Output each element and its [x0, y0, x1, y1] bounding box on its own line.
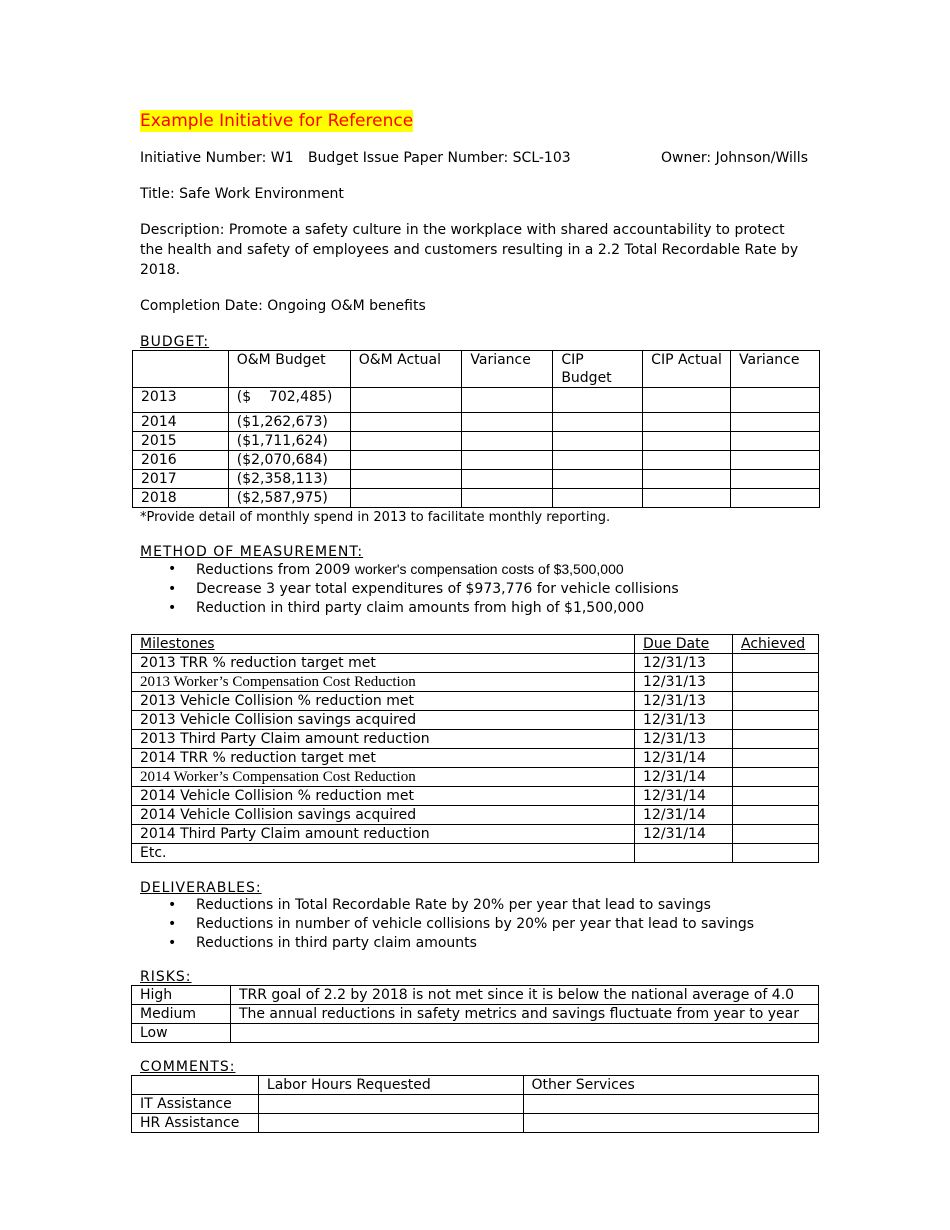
table-cell: 2013 Worker’s Compensation Cost Reduction	[132, 673, 635, 692]
initiative-number: Initiative Number: W1	[140, 150, 294, 166]
table-cell	[462, 413, 553, 432]
table-cell	[733, 806, 819, 825]
list-item: • Reductions in Total Recordable Rate by 20% per year that lead to savings	[168, 897, 711, 913]
table-cell: ($1,262,673)	[228, 413, 350, 432]
list-item: • Reductions in third party claim amounts	[168, 935, 477, 951]
description: Description: Promote a safety culture in the workplace with shared accountability to protect the health and safety of employees and customers resulting in a 2.2 Total Recordable Rate by 2018.	[140, 222, 799, 278]
table-cell: IT Assistance	[132, 1095, 259, 1114]
table-cell: 2013 TRR % reduction target met	[132, 654, 635, 673]
table-cell: 2018	[133, 489, 229, 508]
table-cell	[733, 749, 819, 768]
table-cell: 2015	[133, 432, 229, 451]
table-cell: 2013 Vehicle Collision % reduction met	[132, 692, 635, 711]
table-cell	[462, 432, 553, 451]
header-cell: Variance	[731, 351, 820, 388]
table-cell: 2013	[133, 388, 229, 413]
table-row	[133, 413, 820, 432]
header-cell: Variance	[462, 351, 553, 388]
table-cell	[258, 1114, 523, 1133]
header-cell: Achieved	[733, 635, 819, 654]
header-cell	[132, 1076, 259, 1095]
table-cell: Medium	[132, 1005, 231, 1024]
table-cell: ($1,711,624)	[228, 432, 350, 451]
table-row	[133, 489, 820, 508]
table-cell	[733, 730, 819, 749]
table-cell: ($ 702,485)	[228, 388, 350, 413]
owner: Owner: Johnson/Wills	[660, 150, 808, 166]
table-cell: HR Assistance	[132, 1114, 259, 1133]
table-cell	[643, 489, 731, 508]
table-cell	[462, 489, 553, 508]
table-row	[132, 986, 819, 1005]
table-row	[132, 1095, 819, 1114]
table-cell	[350, 451, 462, 470]
table-cell	[258, 1095, 523, 1114]
table-cell	[553, 432, 643, 451]
table-cell: 12/31/13	[635, 730, 733, 749]
table-row	[133, 470, 820, 489]
table-cell	[731, 388, 820, 413]
table-cell: 12/31/13	[635, 673, 733, 692]
table-cell	[731, 451, 820, 470]
table-cell	[733, 654, 819, 673]
deliverables-list	[140, 896, 820, 953]
list-item: • Reduction in third party claim amounts from high of $1,500,000	[168, 600, 645, 616]
table-cell	[462, 470, 553, 489]
list-item: • Reductions in number of vehicle collisions by 20% per year that lead to savings	[168, 916, 755, 932]
table-row	[132, 787, 819, 806]
table-cell	[643, 432, 731, 451]
table-cell	[553, 413, 643, 432]
table-cell: 12/31/14	[635, 749, 733, 768]
bullet-icon: •	[168, 561, 177, 577]
table-cell	[731, 413, 820, 432]
table-row	[132, 654, 819, 673]
table-cell	[733, 711, 819, 730]
table-cell	[733, 825, 819, 844]
table-row	[132, 673, 819, 692]
table-cell	[733, 692, 819, 711]
table-header-row	[132, 635, 819, 654]
table-row	[132, 806, 819, 825]
table-row	[132, 1005, 819, 1024]
table-row	[132, 711, 819, 730]
table-row	[133, 432, 820, 451]
budget-issue-number: Budget Issue Paper Number: SCL-103	[307, 150, 571, 166]
table-row	[133, 388, 820, 413]
milestones-table	[131, 634, 819, 863]
risks-heading: RISKS:	[140, 969, 192, 985]
table-cell: 12/31/14	[635, 806, 733, 825]
table-header-row	[133, 351, 820, 388]
table-cell: ($2,358,113)	[228, 470, 350, 489]
header-cell: Due Date	[635, 635, 733, 654]
table-cell: 12/31/13	[635, 654, 733, 673]
table-cell: 12/31/13	[635, 711, 733, 730]
table-cell	[462, 388, 553, 413]
table-cell	[643, 470, 731, 489]
table-cell: 2014	[133, 413, 229, 432]
table-cell	[643, 388, 731, 413]
initiative-title: Title: Safe Work Environment	[140, 186, 344, 202]
table-cell: 2013 Vehicle Collision savings acquired	[132, 711, 635, 730]
header-cell: CIP Budget	[553, 351, 643, 388]
table-row	[132, 844, 819, 863]
table-row	[133, 451, 820, 470]
completion-date: Completion Date: Ongoing O&M benefits	[140, 298, 426, 314]
budget-note: *Provide detail of monthly spend in 2013 to facilitate monthly reporting.	[140, 510, 611, 525]
table-cell	[553, 451, 643, 470]
bullet-icon: •	[168, 600, 177, 616]
budget-heading: BUDGET:	[140, 334, 210, 350]
table-cell	[350, 388, 462, 413]
bullet-icon: •	[168, 581, 177, 597]
table-cell: The annual reductions in safety metrics and savings fluctuate from year to year	[230, 1005, 818, 1024]
table-cell	[553, 388, 643, 413]
table-cell	[350, 413, 462, 432]
table-header-row	[132, 1076, 819, 1095]
table-cell: 12/31/13	[635, 692, 733, 711]
table-cell: 2014 Vehicle Collision % reduction met	[132, 787, 635, 806]
header-cell: CIP Actual	[643, 351, 731, 388]
table-cell	[350, 470, 462, 489]
header-cell	[133, 351, 229, 388]
table-cell	[643, 413, 731, 432]
info-line	[140, 148, 820, 168]
page-heading: Example Initiative for Reference	[140, 111, 414, 131]
table-row	[132, 692, 819, 711]
table-cell	[733, 787, 819, 806]
table-row	[132, 825, 819, 844]
table-cell: 2014 TRR % reduction target met	[132, 749, 635, 768]
table-cell: ($2,070,684)	[228, 451, 350, 470]
table-cell	[553, 489, 643, 508]
table-cell	[643, 451, 731, 470]
table-cell: 2014 Vehicle Collision savings acquired	[132, 806, 635, 825]
bullet-icon: •	[168, 916, 177, 932]
table-cell	[350, 432, 462, 451]
table-row	[132, 768, 819, 787]
table-row	[132, 749, 819, 768]
table-cell	[350, 489, 462, 508]
table-row	[132, 730, 819, 749]
list-item: • Decrease 3 year total expenditures of $973,776 for vehicle collisions	[168, 581, 679, 597]
header-cell: O&M Actual	[350, 351, 462, 388]
table-cell	[733, 673, 819, 692]
measurement-heading: METHOD OF MEASUREMENT:	[140, 544, 364, 560]
table-cell: ($2,587,975)	[228, 489, 350, 508]
table-cell: 2014 Third Party Claim amount reduction	[132, 825, 635, 844]
header-cell: Milestones	[132, 635, 635, 654]
header-cell: Labor Hours Requested	[258, 1076, 523, 1095]
comments-table	[131, 1075, 819, 1133]
table-cell	[523, 1095, 819, 1114]
table-cell	[523, 1114, 819, 1133]
table-cell	[462, 451, 553, 470]
document-page	[140, 110, 820, 1133]
table-cell	[230, 1024, 818, 1043]
table-cell: High	[132, 986, 231, 1005]
measurement-list	[140, 560, 820, 618]
table-cell: 12/31/14	[635, 768, 733, 787]
table-cell	[635, 844, 733, 863]
table-row	[132, 1024, 819, 1043]
table-cell: Low	[132, 1024, 231, 1043]
table-cell	[731, 432, 820, 451]
table-row	[132, 1114, 819, 1133]
budget-table	[132, 350, 820, 508]
table-cell: 12/31/14	[635, 787, 733, 806]
table-cell: Etc.	[132, 844, 635, 863]
deliverables-heading: DELIVERABLES:	[140, 880, 262, 896]
header-cell: O&M Budget	[228, 351, 350, 388]
table-cell	[731, 489, 820, 508]
table-cell	[733, 844, 819, 863]
bullet-icon: •	[168, 935, 177, 951]
table-cell: 2016	[133, 451, 229, 470]
table-cell: 2013 Third Party Claim amount reduction	[132, 730, 635, 749]
header-cell: Other Services	[523, 1076, 819, 1095]
bullet-icon: •	[168, 897, 177, 913]
table-cell	[553, 470, 643, 489]
table-cell: 2017	[133, 470, 229, 489]
table-cell: 2014 Worker’s Compensation Cost Reduction	[132, 768, 635, 787]
risks-table	[131, 985, 819, 1043]
comments-heading: COMMENTS:	[140, 1059, 236, 1075]
list-item: • Reductions from 2009 worker's compensation costs of $3,500,000	[168, 561, 624, 578]
table-cell: TRR goal of 2.2 by 2018 is not met since it is below the national average of 4.0	[230, 986, 818, 1005]
table-cell	[733, 768, 819, 787]
table-cell	[731, 470, 820, 489]
table-cell: 12/31/14	[635, 825, 733, 844]
